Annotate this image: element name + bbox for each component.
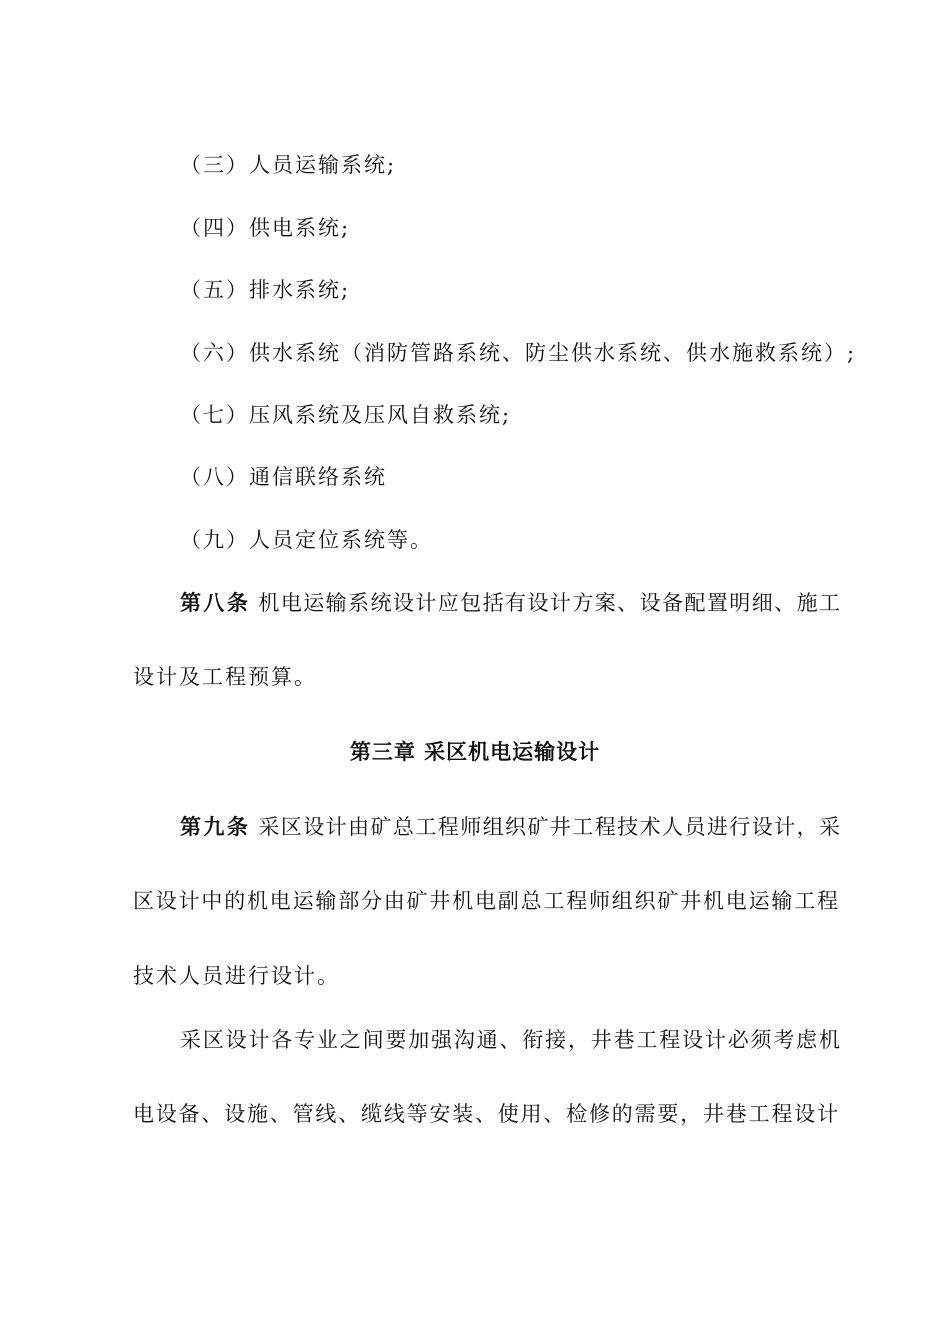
article-9-line-1-text bbox=[180, 812, 840, 842]
article-9-line-1-body: 采区设计由矿总工程师组织矿井工程技术人员进行设计，采 bbox=[258, 815, 841, 839]
list-item-personnel-transport: （三）人员运输系统; bbox=[180, 153, 397, 177]
chapter-title: 第三章 采区机电运输设计 bbox=[349, 739, 601, 764]
paragraph-line-2: 电设备、设施、管线、缆线等安装、使用、检修的需要，井巷工程设计 bbox=[133, 1102, 838, 1126]
article-8-line-1-text bbox=[180, 588, 840, 618]
list-item-power-supply: （四）供电系统; bbox=[180, 216, 351, 240]
list-item-personnel-positioning: （九）人员定位系统等。 bbox=[180, 528, 433, 552]
article-9-label: 第九条 bbox=[180, 814, 251, 839]
article-8-line-2: 设计及工程预算。 bbox=[133, 665, 317, 689]
list-item-drainage: （五）排水系统; bbox=[180, 278, 351, 302]
article-9-line-3: 技术人员进行设计。 bbox=[133, 964, 340, 988]
list-item-water-supply: （六）供水系统（消防管路系统、防尘供水系统、供水施救系统）; bbox=[180, 341, 857, 365]
list-item-communication: （八）通信联络系统 bbox=[180, 465, 387, 489]
article-8-line-1 bbox=[180, 588, 840, 618]
article-8-line-1-body: 机电运输系统设计应包括有设计方案、设备配置明细、施工 bbox=[258, 591, 841, 615]
article-8-label: 第八条 bbox=[180, 590, 251, 615]
paragraph-line-1: 采区设计各专业之间要加强沟通、衔接，井巷工程设计必须考虑机 bbox=[180, 1028, 840, 1052]
article-9-line-2: 区设计中的机电运输部分由矿井机电副总工程师组织矿井机电运输工程 bbox=[133, 889, 838, 913]
article-9-line-1 bbox=[180, 812, 840, 842]
list-item-compressed-air: （七）压风系统及压风自救系统; bbox=[180, 403, 512, 427]
